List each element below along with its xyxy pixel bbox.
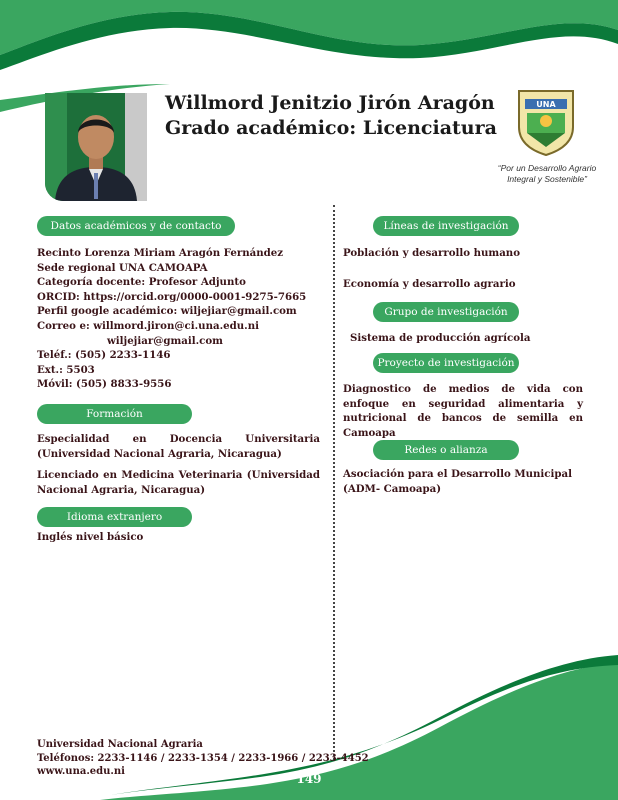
networks-label: Redes o alianza xyxy=(373,440,519,460)
research-group-label: Grupo de investigación xyxy=(373,302,519,322)
profile-heading xyxy=(165,91,497,141)
academic-degree: Grado académico: Licenciatura xyxy=(165,117,497,139)
teaching-category-line: Categoría docente: Profesor Adjunto xyxy=(37,276,246,289)
formation-item-2: Licenciado en Medicina Veterinaria (Universidad Nacional Agraria, Nicaragua) xyxy=(37,469,320,496)
research-project-title: Diagnostico de medios de vida con enfoque en seguridad alimentaria y nutricional de bancos de semilla en Camoapa xyxy=(343,383,583,439)
campus-line: Recinto Lorenza Miriam Aragón Fernández xyxy=(37,247,284,259)
university-motto: “Por un Desarrollo Agrario Integral y Sostenible” xyxy=(497,163,597,184)
regional-office-line: Sede regional UNA CAMOAPA xyxy=(37,261,208,274)
research-group-name: Sistema de producción agrícola xyxy=(350,332,531,344)
mobile-line: Móvil: (505) 8833-9556 xyxy=(37,378,172,391)
extension-line: Ext.: 5503 xyxy=(37,363,95,376)
research-line-1: Población y desarrollo humano xyxy=(343,247,521,259)
email-line: Correo e: willmord.jiron@ci.una.edu.ni xyxy=(37,319,259,332)
logo-text: UNA xyxy=(536,100,556,109)
column-divider xyxy=(333,205,335,760)
page-number: 149 xyxy=(296,772,322,786)
profile-photo xyxy=(45,93,147,201)
research-line-2: Economía y desarrollo agrario xyxy=(343,278,516,290)
google-scholar-line: Perfil google académico: wiljejiar@gmail.com xyxy=(37,305,297,318)
language-section-label: Idioma extranjero xyxy=(37,507,192,527)
person-name: Willmord Jenitzio Jirón Aragón xyxy=(165,92,495,114)
footer-phones: Teléfonos: 2233-1146 / 2233-1354 / 2233-1966 / 2233-4452 xyxy=(37,752,369,764)
formation-item-1: Especialidad en Docencia Universitaria (Universidad Nacional Agraria, Nicaragua) xyxy=(37,433,320,460)
contact-section-label: Datos académicos y de contacto xyxy=(37,216,235,236)
una-seal-icon xyxy=(515,87,577,157)
research-lines-label: Líneas de investigación xyxy=(373,216,519,236)
research-project-label: Proyecto de investigación xyxy=(373,353,519,373)
footer-website: www.una.edu.ni xyxy=(37,766,125,777)
email-secondary-line: wiljejiar@gmail.com xyxy=(107,334,223,347)
network-alliance: Asociación para el Desarrollo Municipal (ADM- Camoapa) xyxy=(343,468,572,495)
phone-line: Teléf.: (505) 2233-1146 xyxy=(37,349,171,362)
person-portrait-icon xyxy=(45,93,147,201)
footer-university: Universidad Nacional Agraria xyxy=(37,739,203,750)
orcid-line: ORCID: https://orcid.org/0000-0001-9275-7665 xyxy=(37,290,307,303)
language-level: Inglés nivel básico xyxy=(37,531,144,543)
university-logo xyxy=(515,87,577,157)
contact-details xyxy=(37,246,306,392)
formation-section-label: Formación xyxy=(37,404,192,424)
